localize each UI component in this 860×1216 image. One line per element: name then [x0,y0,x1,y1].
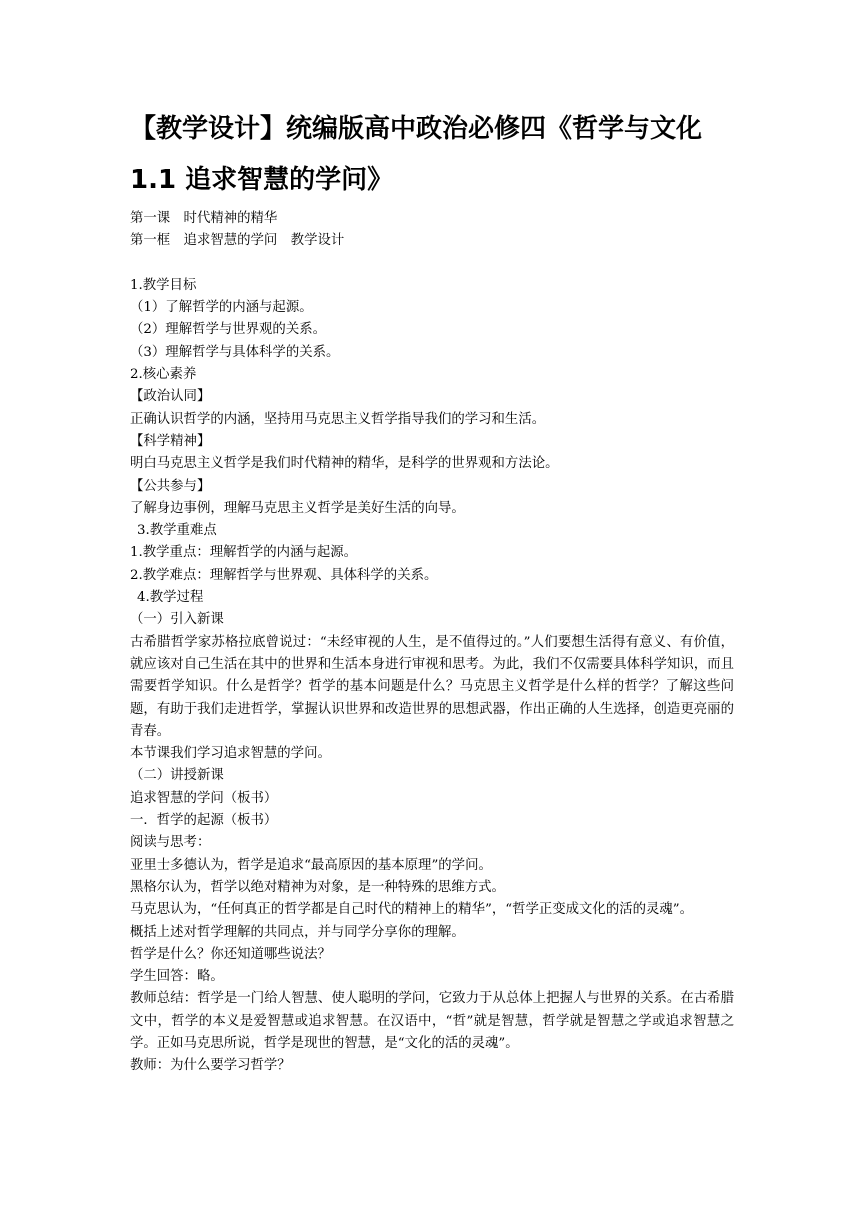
goal-item: （3）理解哲学与具体科学的关系。 [130,344,340,360]
keypoints-heading: 3.教学重难点 [137,523,217,539]
teach-line: 概括上述对哲学理解的共同点，并与同学分享你的理解。 [130,924,465,940]
keypoint-item: 1.教学重点：理解哲学的内涵与起源。 [130,545,358,561]
teach-line: 教师：为什么要学习哲学？ [130,1058,291,1074]
teach-line: 哲学是什么？你还知道哪些说法？ [130,946,331,962]
teach-line: 黑格尔认为，哲学以绝对精神为对象，是一种特殊的思维方式。 [130,879,505,895]
literacy-label: 【政治认同】 [130,389,211,405]
goal-item: （1）了解哲学的内涵与起源。 [130,300,313,316]
document-title: 【教学设计】统编版高中政治必修四《哲学与文化 1.1 追求智慧的学问》 [130,114,703,195]
literacy-text: 了解身边事例，理解马克思主义哲学是美好生活的向导。 [130,500,465,516]
keypoint-item: 2.教学难点：理解哲学与世界观、具体科学的关系。 [130,567,438,583]
intro-heading: （一）引入新课 [130,612,224,628]
literacy-heading: 2.核心素养 [130,367,197,383]
teach-heading: （二）讲授新课 [130,768,224,784]
teach-line: 追求智慧的学问（板书） [130,790,278,806]
intro-closing: 本节课我们学习追求智慧的学问。 [130,746,331,762]
section-title: 第一框 追求智慧的学问 教学设计 [130,233,345,249]
teach-line: 教师总结：哲学是一门给人智慧、使人聪明的学问，它致力于从总体上把握人与世界的关系。在古希腊文中，哲学的本义是爱智慧或追求智慧。在汉语中，“哲”就是智慧，哲学就是智慧之学或追求智慧之学。正如马克思所说，哲学是现世的智慧，是“文化的活的灵魂”。 [130,991,734,1051]
process-heading: 4.教学过程 [137,590,204,606]
teach-line: 亚里士多德认为，哲学是追求“最高原因的基本原理”的学问。 [130,857,492,873]
teach-line: 学生回答：略。 [130,969,224,985]
literacy-text: 正确认识哲学的内涵，坚持用马克思主义哲学指导我们的学习和生活。 [130,411,546,427]
teach-line: 一．哲学的起源（板书） [130,813,278,829]
goal-item: （2）理解哲学与世界观的关系。 [130,322,326,338]
literacy-label: 【科学精神】 [130,433,211,449]
teach-line: 马克思认为，“任何真正的哲学都是自己时代的精神上的精华”，“哲学正变成文化的活的灵魂”。 [130,902,694,918]
literacy-label: 【公共参与】 [130,478,211,494]
teach-line: 阅读与思考： [130,835,211,851]
blank-line [130,253,734,275]
document-body [130,208,734,1078]
lesson-title: 第一课 时代精神的精华 [130,211,278,226]
goals-heading: 1.教学目标 [130,277,197,293]
intro-paragraph: 古希腊哲学家苏格拉底曾说过：“未经审视的人生，是不值得过的。”人们要想生活得有意义、有价值，就应该对自己生活在其中的世界和生活本身进行审视和思考。为此，我们不仅需要具体科学知识，而且需要哲学知识。什么是哲学？哲学的基本问题是什么？马克思主义哲学是什么样的哲学？了解这些问题，有助于我们走进哲学，掌握认识世界和改造世界的思想武器，作出正确的人生选择，创造更亮丽的青春。 [130,634,734,739]
literacy-text: 明白马克思主义哲学是我们时代精神的精华，是科学的世界观和方法论。 [130,456,559,472]
